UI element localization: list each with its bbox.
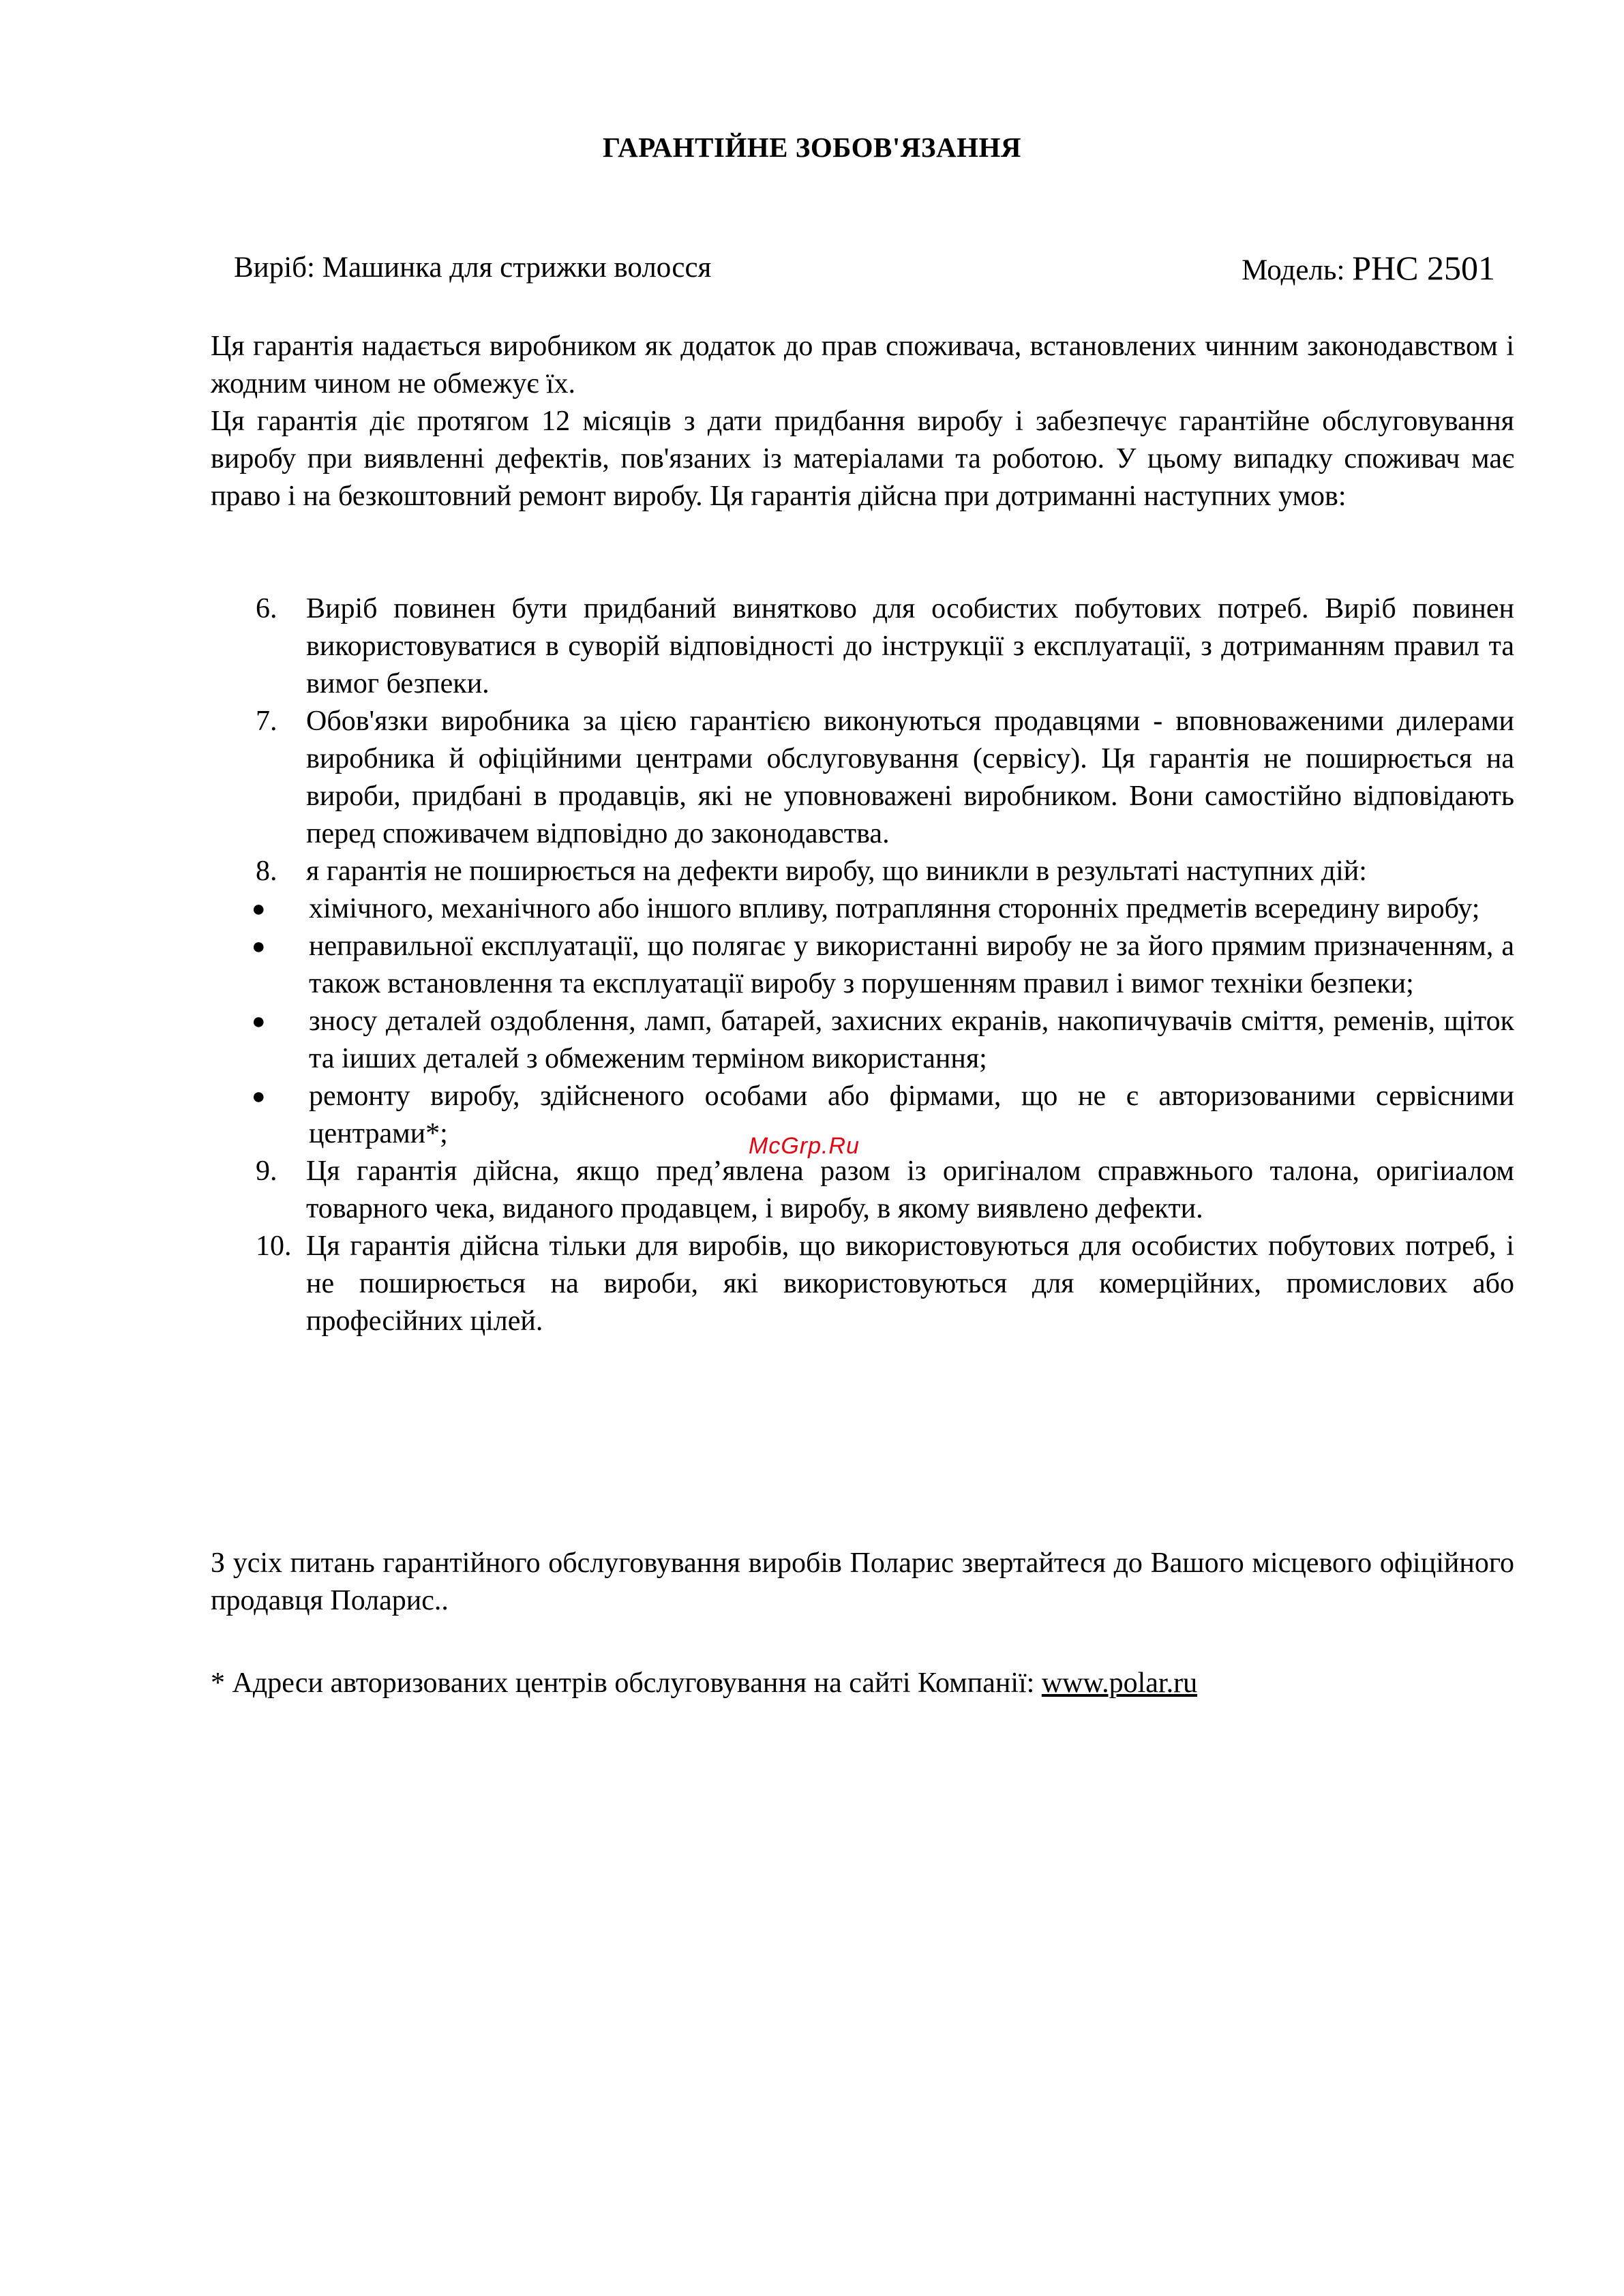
model-info (1242, 249, 1495, 290)
conditions-list (211, 590, 1514, 1340)
condition-text: Ця гарантія дійсна, якщо пред’явлена разом із оригіналом справжнього талона, оригіиалом товарного чека, виданого продавцем, і виробу, в якому виявлено дефекти. (306, 1155, 1514, 1224)
model-value: PHC 2501 (1352, 249, 1495, 287)
bullet-icon: ● (252, 934, 266, 959)
condition-text: я гарантія не поширюється на дефекти виробу, що виникли в результаті наступних дій: (306, 856, 1367, 887)
condition-item (211, 1228, 1514, 1340)
intro-paragraph: Ця гарантія надається виробником як додаток до прав споживача, встановлених чинним законодавством і жодним чином не обмежує їх. (211, 331, 1514, 399)
condition-number: 6. (256, 593, 277, 624)
closing-section (211, 1545, 1514, 1620)
condition-item (211, 590, 1514, 703)
condition-item (211, 853, 1514, 890)
intro-paragraph: Ця гарантія діє протягом 12 місяців з дати придбання виробу і забезпечує гарантійне обслуговування виробу при виявленні дефектів, пов'язаних із матеріалами та роботою. У цьому випадку споживач має право і на безкоштовний ремонт виробу. Ця гарантія дійсна при дотриманні наступних умов: (211, 406, 1514, 512)
condition-item (211, 703, 1514, 853)
product-name: Виріб: Машинка для стрижки волосся (234, 252, 712, 284)
exclusion-text: ремонту виробу, здійсненого особами або фірмами, що не є авторизованими сервісними центрами*; (309, 1081, 1514, 1149)
footnote-text: * Адреси авторизованих центрів обслуговування на сайті Компанії: (211, 1667, 1042, 1699)
bullet-icon: ● (252, 1009, 266, 1034)
exclusion-text: неправильної експлуатації, що полягає у використанні виробу не за його прямим призначенням, а також встановлення та експлуатації виробу з порушенням правил і вимог техніки безпеки; (309, 931, 1514, 999)
footnote (211, 1665, 1197, 1702)
condition-number: 10. (256, 1230, 292, 1262)
watermark: McGrp.Ru (749, 1133, 860, 1159)
exclusion-item (211, 928, 1514, 1003)
condition-text: Виріб повинен бути придбаний винятково для особистих побутових потреб. Виріб повинен використовуватися в суворій відповідності до інструкції з експлуатації, з дотриманням правил та вимог безпеки. (306, 593, 1514, 699)
exclusions-list (211, 890, 1514, 1153)
exclusion-text: зносу деталей оздоблення, ламп, батарей, захисних екранів, накопичувачів сміття, ременів, щіток та іиших деталей з обмеженим терміном використання; (309, 1006, 1514, 1074)
condition-item (211, 1153, 1514, 1228)
condition-number: 9. (256, 1155, 277, 1187)
model-label: Модель: (1242, 254, 1353, 286)
condition-text: Ця гарантія дійсна тільки для виробів, що використовуються для особистих побутових потреб, і не поширюється на вироби, які використовуються для комерційних, промислових або професійних цілей. (306, 1230, 1514, 1337)
intro-section (211, 328, 1514, 515)
condition-text: Обов'язки виробника за цією гарантією виконуються продавцями - вповноваженими дилерами виробника й офіційними центрами обслуговування (сервісу). Ця гарантія не поширюється на вироби, придбані в продавців, які не уповноважені виробником. Вони самостійно відповідають перед споживачем відповідно до законодавства. (306, 706, 1514, 849)
closing-paragraph: З усіх питань гарантійного обслуговування виробів Поларис звертайтеся до Вашого місцевого офіційного продавця Поларис.. (211, 1547, 1514, 1616)
website-link[interactable]: www.polar.ru (1041, 1667, 1198, 1699)
bullet-icon: ● (252, 896, 266, 922)
bullet-icon: ● (252, 1084, 266, 1109)
condition-number: 8. (256, 856, 277, 887)
exclusion-item (211, 1078, 1514, 1153)
exclusion-text: хімічного, механічного або іншого впливу, потрапляння сторонніх предметів всередину виробу; (309, 893, 1480, 924)
exclusion-item (211, 1003, 1514, 1078)
exclusion-item (211, 890, 1514, 928)
document-title: ГАРАНТІЙНЕ ЗОБОВ'ЯЗАННЯ (603, 132, 1021, 163)
condition-number: 7. (256, 706, 277, 737)
